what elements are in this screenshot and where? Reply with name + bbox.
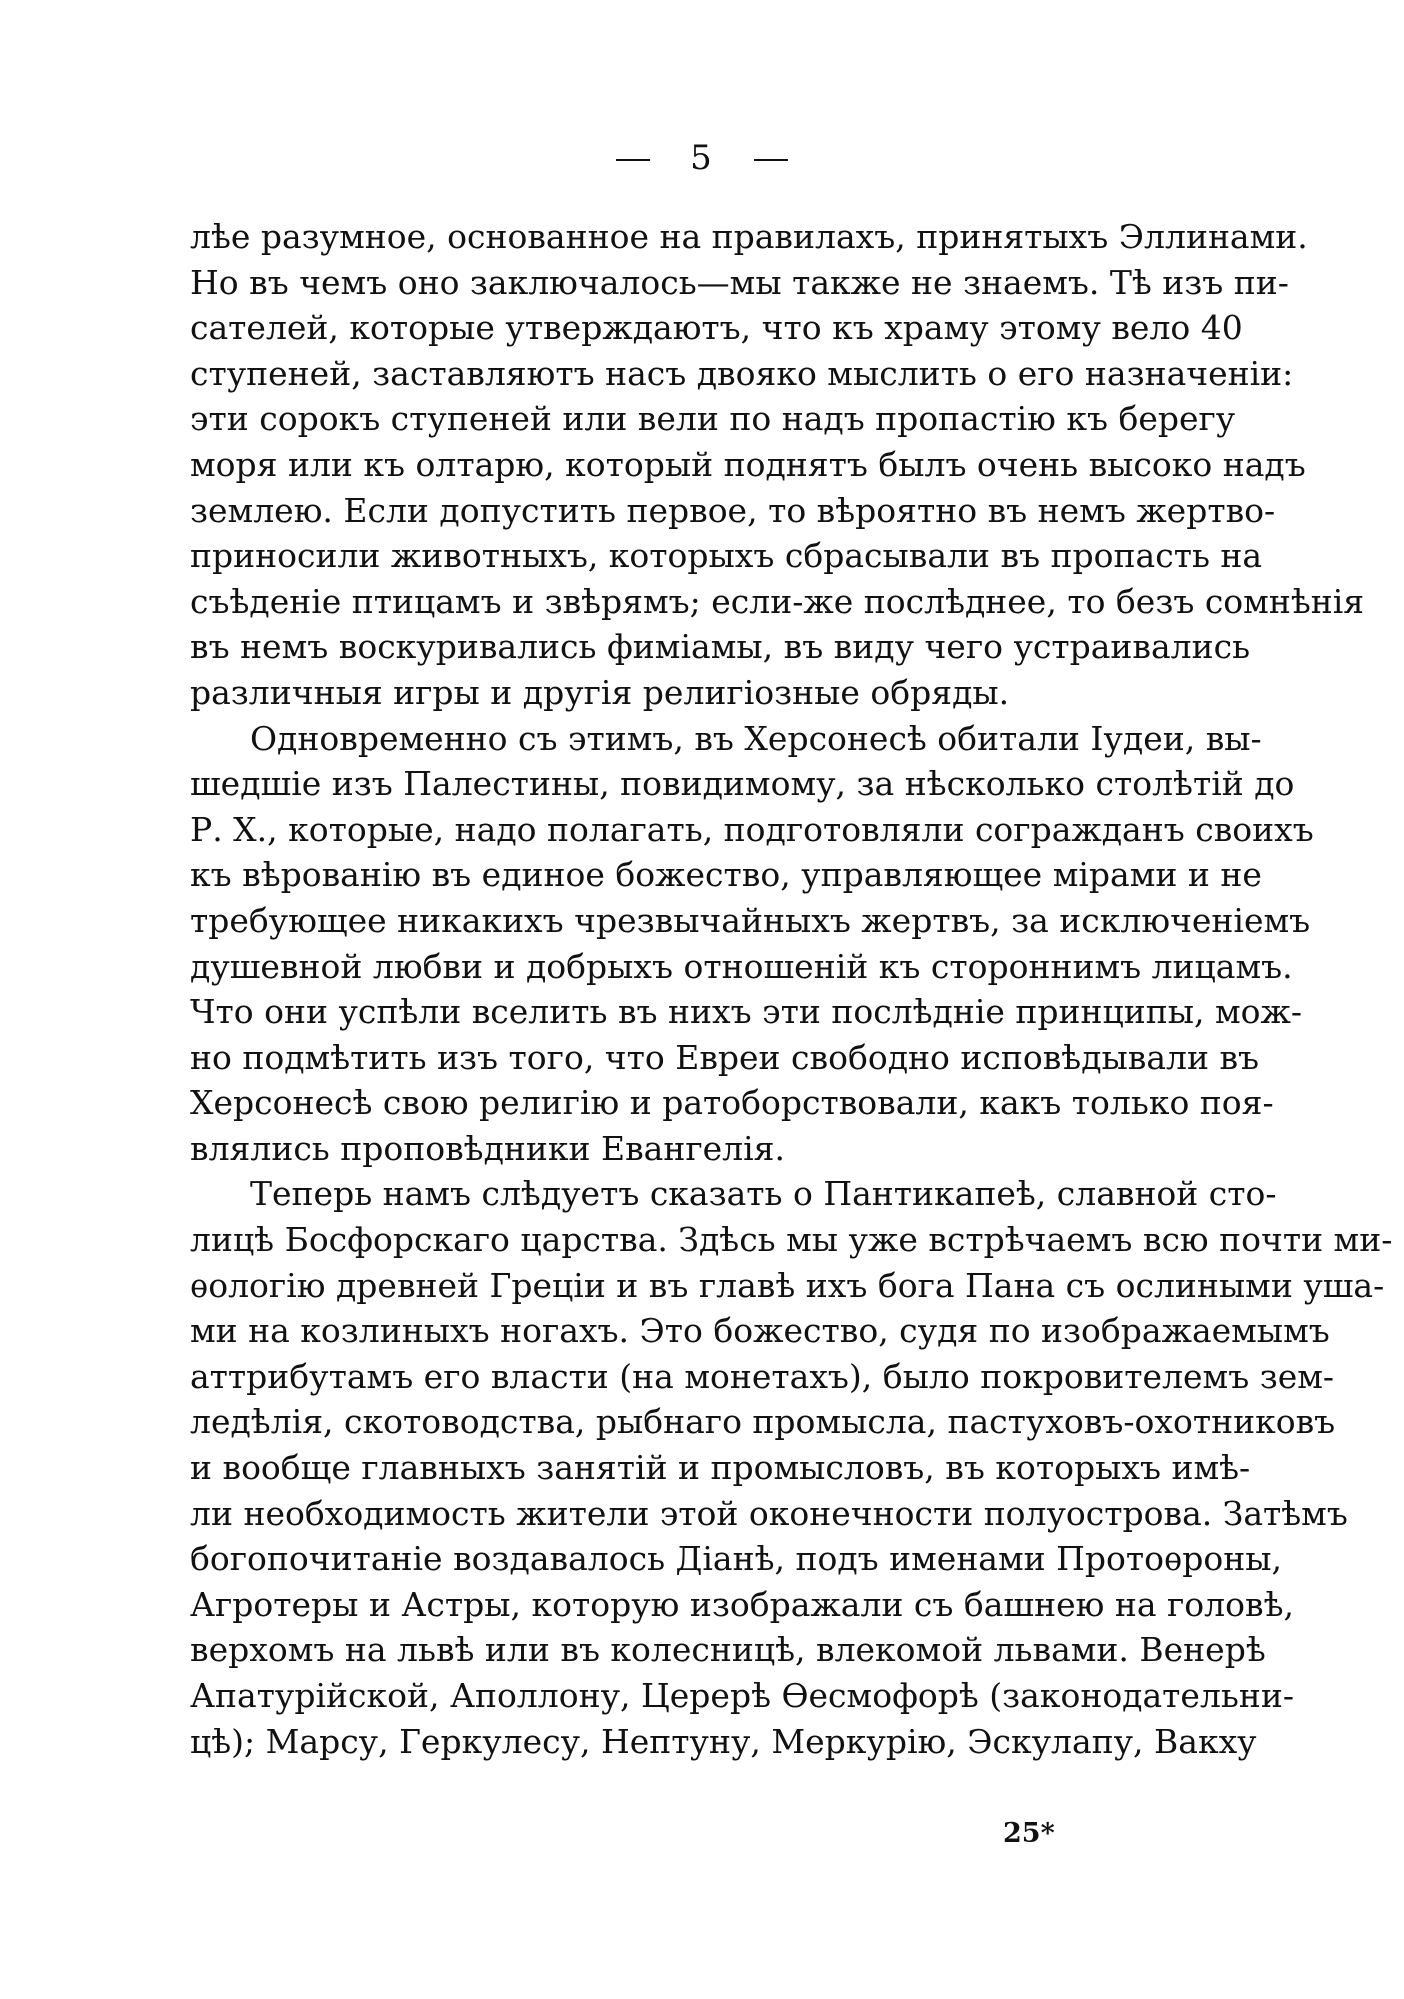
text-line: и вообще главныхъ занятій и промысловъ, въ которыхъ имѣ- (190, 1448, 1251, 1488)
paragraph (190, 214, 1365, 716)
page-header (0, 138, 1404, 178)
text-line: цѣ); Марсу, Геркулесу, Нептуну, Меркурію, Эскулапу, Вакху (190, 1721, 1257, 1761)
text-line: въ немъ воскуривались фиміамы, въ виду чего устраивались (190, 627, 1251, 667)
text-line: Но въ чемъ оно заключалось—мы также не знаемъ. Тѣ изъ пи- (190, 262, 1289, 302)
text-line: шедшіе изъ Палестины, повидимому, за нѣсколько столѣтій до (190, 764, 1295, 804)
text-line: душевной любви и добрыхъ отношеній къ стороннимъ лицамъ. (190, 946, 1293, 986)
text-line: съѣденіе птицамъ и звѣрямъ; если-же послѣднее, то безъ сомнѣнія (190, 581, 1365, 621)
paragraph (190, 1171, 1393, 1764)
header-dash-right (754, 159, 788, 161)
text-line: приносили животныхъ, которыхъ сбрасывали въ пропасть на (190, 536, 1263, 576)
text-line: Апатурійской, Аполлону, Церерѣ Ѳесмофорѣ (законодательни- (190, 1676, 1295, 1715)
signature-mark: 25* (1003, 1818, 1055, 1849)
text-line: богопочитаніе воздавалось Діанѣ, подъ именами Протоѳроны, (190, 1539, 1282, 1579)
paragraph (190, 716, 1314, 1172)
text-line: влялись проповѣдники Евангелія. (190, 1128, 785, 1168)
text-line: верхомъ на львѣ или въ колесницѣ, влекомой львами. Венерѣ (190, 1630, 1266, 1670)
text-line: различныя игры и другія религіозные обряды. (190, 672, 1010, 712)
text-line: аттрибутамъ его власти (на монетахъ), было покровителемъ зем- (190, 1356, 1335, 1396)
text-line: ѳологію древней Греціи и въ главѣ ихъ бога Пана съ ослиными уша- (190, 1265, 1385, 1305)
text-line: лѣе разумное, основанное на правилахъ, принятыхъ Эллинами. (190, 217, 1308, 256)
text-line: ледѣлія, скотоводства, рыбнаго промысла, пастуховъ-охотниковъ (190, 1402, 1336, 1442)
text-line: ми на козлиныхъ ногахъ. Это божество, судя по изображаемымъ (190, 1311, 1330, 1351)
text-line: ступеней, заставляютъ насъ двояко мыслить о его назначеніи: (190, 353, 1294, 393)
body-text (190, 214, 1393, 1764)
text-line: моря или къ олтарю, который поднятъ былъ очень высоко надъ (190, 444, 1306, 484)
page-number: 5 (690, 138, 714, 178)
text-line: Одновременно съ этимъ, въ Херсонесѣ обитали Іудеи, вы- (250, 718, 1262, 758)
text-line: но подмѣтить изъ того, что Евреи свободно исповѣдывали въ (190, 1037, 1260, 1077)
text-line: къ вѣрованію въ единое божество, управляющее мірами и не (190, 855, 1262, 895)
header-dash-left (616, 159, 650, 161)
text-line: требующее никакихъ чрезвычайныхъ жертвъ, за исключеніемъ (190, 900, 1311, 940)
text-line: ли необходимость жители этой оконечности полуострова. Затѣмъ (190, 1493, 1348, 1533)
text-line: Р. Х., которые, надо полагать, подготовляли согражданъ своихъ (190, 809, 1314, 849)
text-line: лицѣ Босфорскаго царства. Здѣсь мы уже встрѣчаемъ всю почти ми- (190, 1220, 1393, 1260)
text-line: Что они успѣли вселить въ нихъ эти послѣдніе принципы, мож- (190, 992, 1303, 1032)
text-line: эти сорокъ ступеней или вели по надъ пропастію къ берегу (190, 399, 1236, 439)
text-line: Херсонесѣ свою религію и ратоборствовали, какъ только поя- (190, 1083, 1274, 1123)
text-line: Теперь намъ слѣдуетъ сказать о Пантикапеѣ, славной сто- (250, 1174, 1277, 1214)
text-line: Агротеры и Астры, которую изображали съ башнею на головѣ, (190, 1584, 1294, 1624)
text-line: сателей, которые утверждаютъ, что къ храму этому вело 40 (190, 308, 1243, 348)
text-line: землею. Если допустить первое, то вѣроятно въ немъ жертво- (190, 490, 1276, 530)
